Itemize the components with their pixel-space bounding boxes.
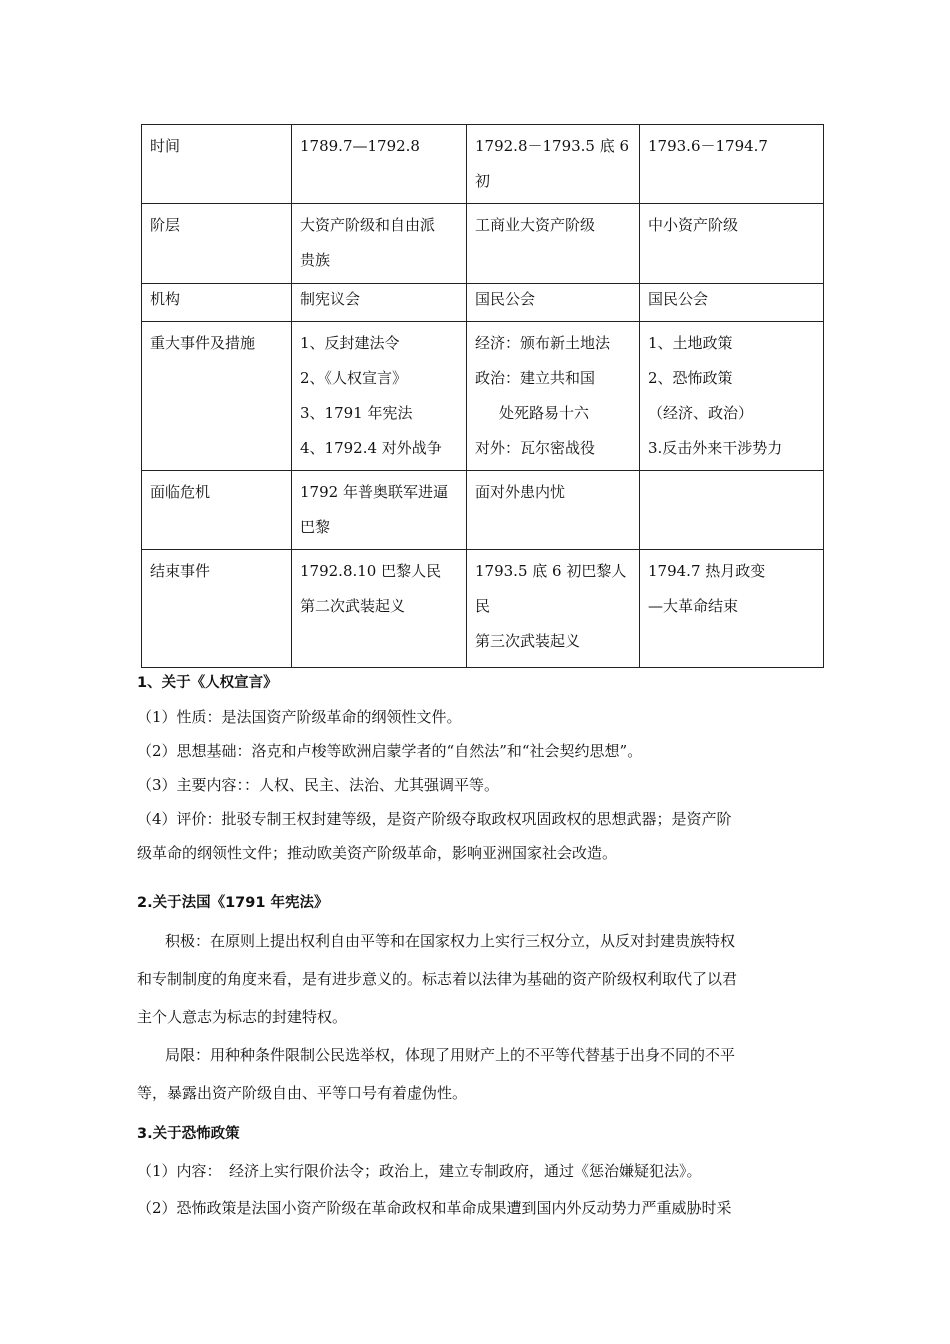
table-row bbox=[142, 471, 824, 550]
table-row bbox=[142, 125, 824, 204]
section-declaration-of-rights bbox=[137, 666, 827, 870]
table-cell: 1792 年普奥联军进逼 巴黎 bbox=[292, 471, 467, 550]
paragraph: （4）评价：批驳专制王权封建等级，是资产阶级夺取政权巩固政权的思想武器；是资产阶 bbox=[137, 810, 732, 828]
table-row bbox=[142, 204, 824, 284]
table-cell: 1、土地政策 2、恐怖政策 （经济、政治） 3.反击外来干涉势力 bbox=[640, 322, 824, 471]
paragraph: 局限：用种种条件限制公民选举权，体现了用财产上的不平等代替基于出身不同的不平 bbox=[165, 1046, 736, 1064]
row-label: 面临危机 bbox=[142, 471, 292, 550]
table-cell: 经济：颁布新土地法 政治：建立共和国 处死路易十六 对外：瓦尔密战役 bbox=[467, 322, 640, 471]
table-row bbox=[142, 322, 824, 471]
row-label: 重大事件及措施 bbox=[142, 322, 292, 471]
table-cell: 1792.8.10 巴黎人民 第二次武装起义 bbox=[292, 550, 467, 668]
section-heading: 1、关于《人权宣言》 bbox=[137, 675, 278, 691]
table-cell bbox=[640, 471, 824, 550]
revolution-stages-table bbox=[141, 124, 824, 668]
paragraph: 积极：在原则上提出权利自由平等和在国家权力上实行三权分立，从反对封建贵族特权 bbox=[165, 932, 736, 950]
paragraph: 级革命的纲领性文件；推动欧美资产阶级革命，影响亚洲国家社会改造。 bbox=[137, 844, 618, 862]
table-cell: 大资产阶级和自由派 贵族 bbox=[292, 204, 467, 284]
section-reign-of-terror bbox=[137, 1116, 827, 1227]
row-label: 时间 bbox=[142, 125, 292, 204]
paragraph: 和专制制度的角度来看，是有进步意义的。标志着以法律为基础的资产阶级权利取代了以君 bbox=[137, 970, 738, 988]
paragraph: （3）主要内容：：人权、民主、法治、尤其强调平等。 bbox=[137, 776, 500, 794]
section-heading: 2.关于法国《1791 年宪法》 bbox=[137, 895, 329, 911]
paragraph: （2）恐怖政策是法国小资产阶级在革命政权和革命成果遭到国内外反动势力严重威胁时采 bbox=[137, 1199, 732, 1217]
table-row bbox=[142, 550, 824, 668]
table-cell: 工商业大资产阶级 bbox=[467, 204, 640, 284]
paragraph: （1）内容： 经济上实行限价法令；政治上，建立专制政府，通过《惩治嫌疑犯法》。 bbox=[137, 1162, 702, 1180]
table-cell: 面对外患内忧 bbox=[467, 471, 640, 550]
table-row bbox=[142, 284, 824, 322]
table-cell: 国民公会 bbox=[640, 284, 824, 322]
table-cell: 1792.8－1793.5 底 6 初 bbox=[467, 125, 640, 204]
table-cell: 中小资产阶级 bbox=[640, 204, 824, 284]
table-cell: 国民公会 bbox=[467, 284, 640, 322]
table-cell: 1789.7—1792.8 bbox=[292, 125, 467, 204]
table-cell: 1793.5 底 6 初巴黎人 民 第三次武装起义 bbox=[467, 550, 640, 668]
paragraph: （2）思想基础：洛克和卢梭等欧洲启蒙学者的“自然法”和“社会契约思想”。 bbox=[137, 742, 643, 760]
paragraph: （1）性质：是法国资产阶级革命的纲领性文件。 bbox=[137, 708, 462, 726]
paragraph: 等，暴露出资产阶级自由、平等口号有着虚伪性。 bbox=[137, 1084, 468, 1102]
row-label: 机构 bbox=[142, 284, 292, 322]
table-cell: 1794.7 热月政变 —大革命结束 bbox=[640, 550, 824, 668]
section-1791-constitution bbox=[137, 888, 827, 1112]
row-label: 阶层 bbox=[142, 204, 292, 284]
row-label: 结束事件 bbox=[142, 550, 292, 668]
table-cell: 制宪议会 bbox=[292, 284, 467, 322]
table-cell: 1793.6－1794.7 bbox=[640, 125, 824, 204]
paragraph: 主个人意志为标志的封建特权。 bbox=[137, 1008, 348, 1026]
table-cell: 1、反封建法令 2、《人权宣言》 3、1791 年宪法 4、1792.4 对外战争 bbox=[292, 322, 467, 471]
section-heading: 3.关于恐怖政策 bbox=[137, 1126, 240, 1142]
